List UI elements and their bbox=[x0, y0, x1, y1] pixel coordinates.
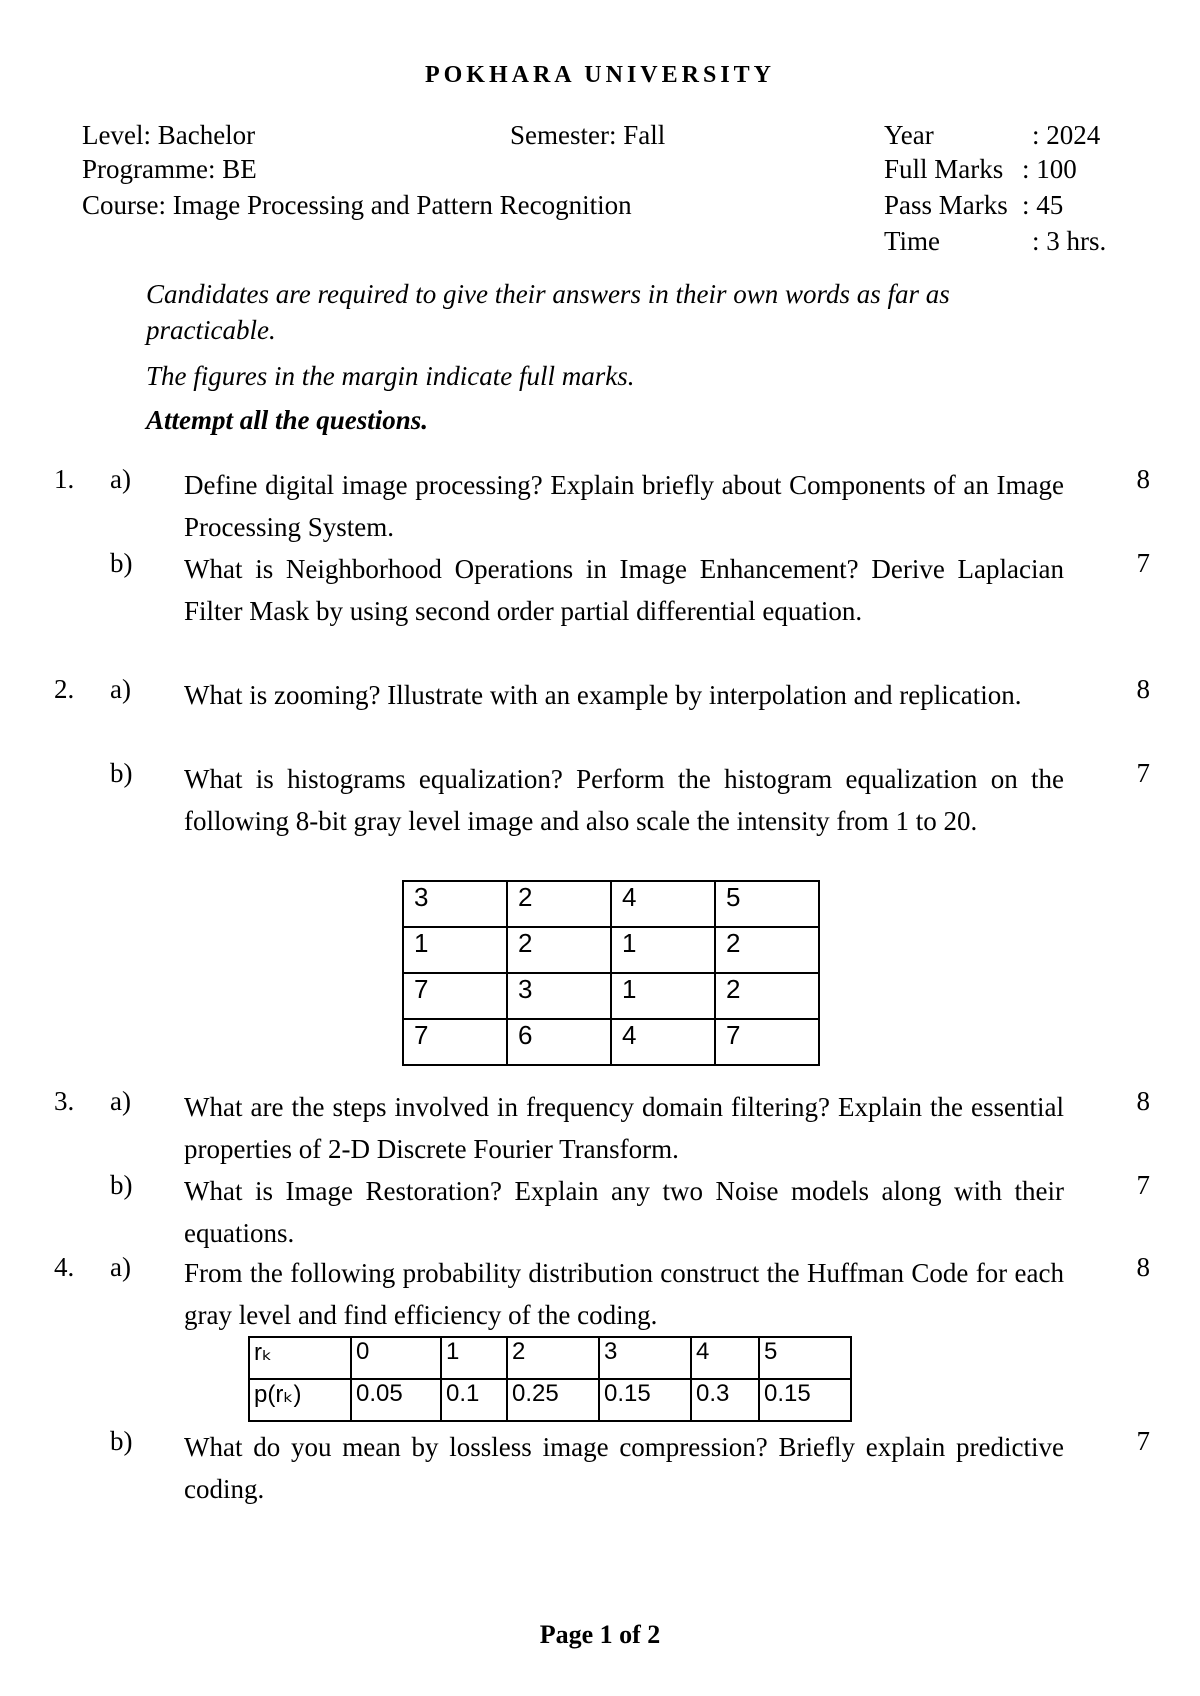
question-text: What is histograms equalization? Perform the histogram equalization on the following 8-bit gray level image and also scale the intensity from 1 to 20. bbox=[184, 764, 1064, 836]
question-text: What is zooming? Illustrate with an example by interpolation and replication. bbox=[184, 680, 1022, 710]
question-part: b) bbox=[110, 548, 133, 578]
probability-distribution-table bbox=[248, 1336, 852, 1422]
table-row bbox=[403, 881, 819, 927]
table-cell: 3 bbox=[403, 881, 507, 927]
table-cell: 7 bbox=[715, 1019, 819, 1065]
table-cell: 3 bbox=[599, 1337, 691, 1379]
table-cell: 0 bbox=[351, 1337, 441, 1379]
question-marks: 8 bbox=[1136, 1086, 1150, 1116]
table-cell: 0.05 bbox=[351, 1379, 441, 1421]
question-marks: 7 bbox=[1136, 758, 1150, 788]
question-part: a) bbox=[110, 1252, 131, 1282]
question-marks: 8 bbox=[1136, 1252, 1150, 1282]
question-part: b) bbox=[110, 1426, 133, 1456]
time-value: : 3 hrs. bbox=[1032, 226, 1107, 256]
question-text: What are the steps involved in frequency domain filtering? Explain the essential properties of 2-D Discrete Fourier Transform. bbox=[184, 1092, 1064, 1164]
question-number: 3. bbox=[54, 1086, 75, 1116]
table-cell: 1 bbox=[611, 973, 715, 1019]
instruction-own-words: Candidates are required to give their answers in their own words as far as practicable. bbox=[146, 279, 950, 345]
table-cell: rₖ bbox=[249, 1337, 351, 1379]
pass-marks-value: : 45 bbox=[1022, 190, 1064, 220]
table-cell: 0.3 bbox=[691, 1379, 759, 1421]
pass-marks-label: Pass Marks bbox=[884, 190, 1008, 220]
question-marks: 7 bbox=[1136, 1426, 1150, 1456]
table-cell: 1 bbox=[441, 1337, 507, 1379]
table-cell: 0.25 bbox=[507, 1379, 599, 1421]
table-cell: 2 bbox=[715, 973, 819, 1019]
full-marks-value: : 100 bbox=[1022, 154, 1077, 184]
table-row bbox=[249, 1379, 851, 1421]
time-label: Time bbox=[884, 226, 941, 256]
table-cell: 2 bbox=[715, 927, 819, 973]
course-label: Course: Image Processing and Pattern Recognition bbox=[82, 190, 632, 220]
table-cell: 2 bbox=[507, 927, 611, 973]
table-cell: 0.15 bbox=[759, 1379, 851, 1421]
table-cell: 1 bbox=[403, 927, 507, 973]
instruction-attempt-all: Attempt all the questions. bbox=[146, 405, 429, 435]
table-row bbox=[403, 1019, 819, 1065]
table-cell: 5 bbox=[759, 1337, 851, 1379]
table-row bbox=[403, 927, 819, 973]
year-value: : 2024 bbox=[1032, 120, 1101, 150]
full-marks-label: Full Marks bbox=[884, 154, 1004, 184]
level-label: Level: Bachelor bbox=[82, 120, 256, 150]
table-cell: p(rₖ) bbox=[249, 1379, 351, 1421]
table-cell: 1 bbox=[611, 927, 715, 973]
programme-label: Programme: BE bbox=[82, 154, 257, 184]
question-part: b) bbox=[110, 1170, 133, 1200]
table-cell: 6 bbox=[507, 1019, 611, 1065]
question-text: Define digital image processing? Explain briefly about Components of an Image Processing System. bbox=[184, 470, 1064, 542]
question-part: a) bbox=[110, 1086, 131, 1116]
question-marks: 8 bbox=[1136, 674, 1150, 704]
table-cell: 7 bbox=[403, 1019, 507, 1065]
table-cell: 4 bbox=[611, 1019, 715, 1065]
table-row bbox=[249, 1337, 851, 1379]
year-label: Year bbox=[884, 120, 934, 150]
table-cell: 2 bbox=[507, 1337, 599, 1379]
question-part: a) bbox=[110, 674, 131, 704]
question-number: 4. bbox=[54, 1252, 75, 1282]
question-text: What is Neighborhood Operations in Image Enhancement? Derive Laplacian Filter Mask by using second order partial differential equation. bbox=[184, 554, 1064, 626]
table-cell: 5 bbox=[715, 881, 819, 927]
question-marks: 8 bbox=[1136, 464, 1150, 494]
table-cell: 2 bbox=[507, 881, 611, 927]
question-text: From the following probability distribution construct the Huffman Code for each gray level and find efficiency of the coding. bbox=[184, 1258, 1064, 1330]
table-cell: 4 bbox=[691, 1337, 759, 1379]
question-number: 1. bbox=[54, 464, 75, 494]
page-number: Page 1 of 2 bbox=[539, 1620, 661, 1649]
table-cell: 3 bbox=[507, 973, 611, 1019]
table-cell: 0.15 bbox=[599, 1379, 691, 1421]
question-marks: 7 bbox=[1136, 548, 1150, 578]
question-part: a) bbox=[110, 464, 131, 494]
question-text: What is Image Restoration? Explain any two Noise models along with their equations. bbox=[184, 1176, 1064, 1248]
question-marks: 7 bbox=[1136, 1170, 1150, 1200]
table-row bbox=[403, 973, 819, 1019]
university-title: POKHARA UNIVERSITY bbox=[424, 62, 776, 88]
question-text: What do you mean by lossless image compression? Briefly explain predictive coding. bbox=[184, 1432, 1064, 1504]
table-cell: 4 bbox=[611, 881, 715, 927]
instruction-margin-marks: The figures in the margin indicate full marks. bbox=[146, 361, 635, 391]
semester-label: Semester: Fall bbox=[510, 120, 666, 150]
gray-level-image-table bbox=[402, 880, 820, 1066]
question-part: b) bbox=[110, 758, 133, 788]
question-number: 2. bbox=[54, 674, 75, 704]
table-cell: 7 bbox=[403, 973, 507, 1019]
table-cell: 0.1 bbox=[441, 1379, 507, 1421]
